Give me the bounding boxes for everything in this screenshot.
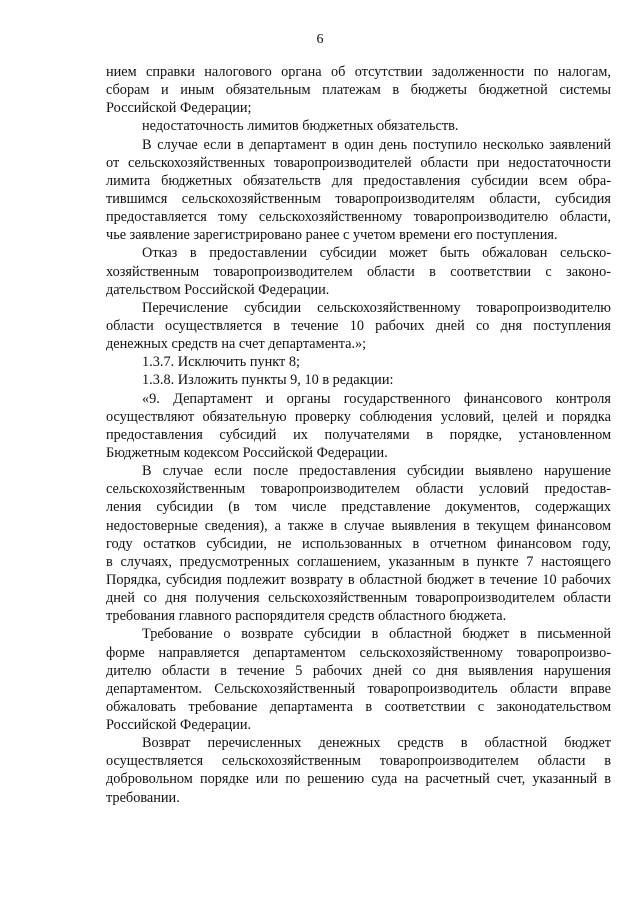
text-line: Порядка, субсидия подлежит возврату в областной бюджет в течение 10 рабочих <box>106 571 611 588</box>
text-line: хозяйственным товаропроизводителем области в соответствии с законо- <box>106 263 611 280</box>
paragraph <box>106 136 611 245</box>
text-line: Российской Федерации. <box>106 717 252 734</box>
text-line: от сельскохозяйственных товаропроизводителей области при недостаточности <box>106 154 611 171</box>
text-line: дательством Российской Федерации. <box>106 281 330 298</box>
text-line: в случаях, предусмотренных соглашением, указанным в пункте 7 настоящего <box>106 553 611 570</box>
paragraph <box>106 625 611 734</box>
text-line: департаментом. Сельскохозяйственный товаропроизводитель области вправе <box>106 680 611 697</box>
text-line: дней со дня получения сельскохозяйственным товаропроизводителем области <box>106 590 611 607</box>
text-line: осуществляют обязательную проверку соблюдения условий, целей и порядка <box>106 408 611 425</box>
text-line: «9. Департамент и органы государственного финансового контроля <box>142 390 611 407</box>
text-line: недостаточность лимитов бюджетных обязательств. <box>142 118 459 135</box>
text-line: форме направляется департаментом сельскохозяйственному товаропроизво- <box>106 644 611 661</box>
document-body <box>106 63 611 807</box>
paragraph <box>106 244 611 298</box>
text-line: осуществляется сельскохозяйственным товаропроизводителем области в <box>106 753 611 770</box>
text-line: Российской Федерации; <box>106 100 252 117</box>
text-line: дителю области в течение 5 рабочих дней со дня выявления нарушения <box>106 662 611 679</box>
paragraph <box>106 462 611 625</box>
text-line: требовании. <box>106 789 180 806</box>
text-line: недостоверные сведения), а также в случае выявления в текущем финансовом <box>106 517 611 534</box>
text-line: Возврат перечисленных денежных средств в областной бюджет <box>142 735 611 752</box>
text-line: добровольном порядке или по решению суда на расчетный счет, указанный в <box>106 771 611 788</box>
text-line: лимита бюджетных обязательств для предоставления субсидии всем обра- <box>106 172 611 189</box>
text-line: обжаловать требование департамента в соответствии с законодательством <box>106 698 611 715</box>
text-line: чье заявление зарегистрировано ранее с учетом времени его поступления. <box>106 227 558 244</box>
text-line: В случае если в департамент в один день поступило несколько заявлений <box>142 136 611 153</box>
text-line: В случае если после предоставления субсидии выявлено нарушение <box>142 463 611 480</box>
text-line: Требование о возврате субсидии в областной бюджет в письменной <box>142 626 611 643</box>
text-line: области осуществляется в течение 10 рабочих дней со дня поступления <box>106 317 611 334</box>
paragraph <box>106 390 611 463</box>
text-line: 1.3.8. Изложить пункты 9, 10 в редакции: <box>142 372 394 389</box>
text-line: нием справки налогового органа об отсутствии задолженности по налогам, <box>106 64 611 80</box>
paragraph <box>106 734 611 807</box>
text-line: требования главного распорядителя средств областного бюджета. <box>106 608 507 625</box>
text-line: денежных средств на счет департамента.»; <box>106 336 367 353</box>
text-line: Перечисление субсидии сельскохозяйственному товаропроизводителю <box>142 299 611 316</box>
text-line: году остатков субсидии, не использованных в отчетном финансовом году, <box>106 535 611 552</box>
text-line: 1.3.7. Исключить пункт 8; <box>142 354 300 371</box>
text-line: сельскохозяйственным товаропроизводителем области условий предостав- <box>106 481 611 498</box>
paragraph <box>106 353 611 371</box>
page-number: 6 <box>316 32 324 47</box>
text-line: Бюджетным кодексом Российской Федерации. <box>106 444 388 461</box>
paragraph <box>106 63 611 117</box>
text-line: тившимся сельскохозяйственным товаропроизводителям области, субсидия <box>106 190 611 207</box>
paragraph <box>106 117 611 135</box>
paragraph <box>106 299 611 353</box>
text-line: предоставления субсидий их получателями в порядке, установленном <box>106 426 611 443</box>
text-line: сборам и иным обязательным платежам в бюджеты бюджетной системы <box>106 82 611 99</box>
text-line: Отказ в предоставлении субсидии может быть обжалован сельско- <box>142 245 611 262</box>
paragraph <box>106 371 611 389</box>
text-line: ления субсидии (в том числе представление документов, содержащих <box>106 499 611 516</box>
text-line: предоставляется тому сельскохозяйственному товаропроизводителю области, <box>106 209 611 226</box>
